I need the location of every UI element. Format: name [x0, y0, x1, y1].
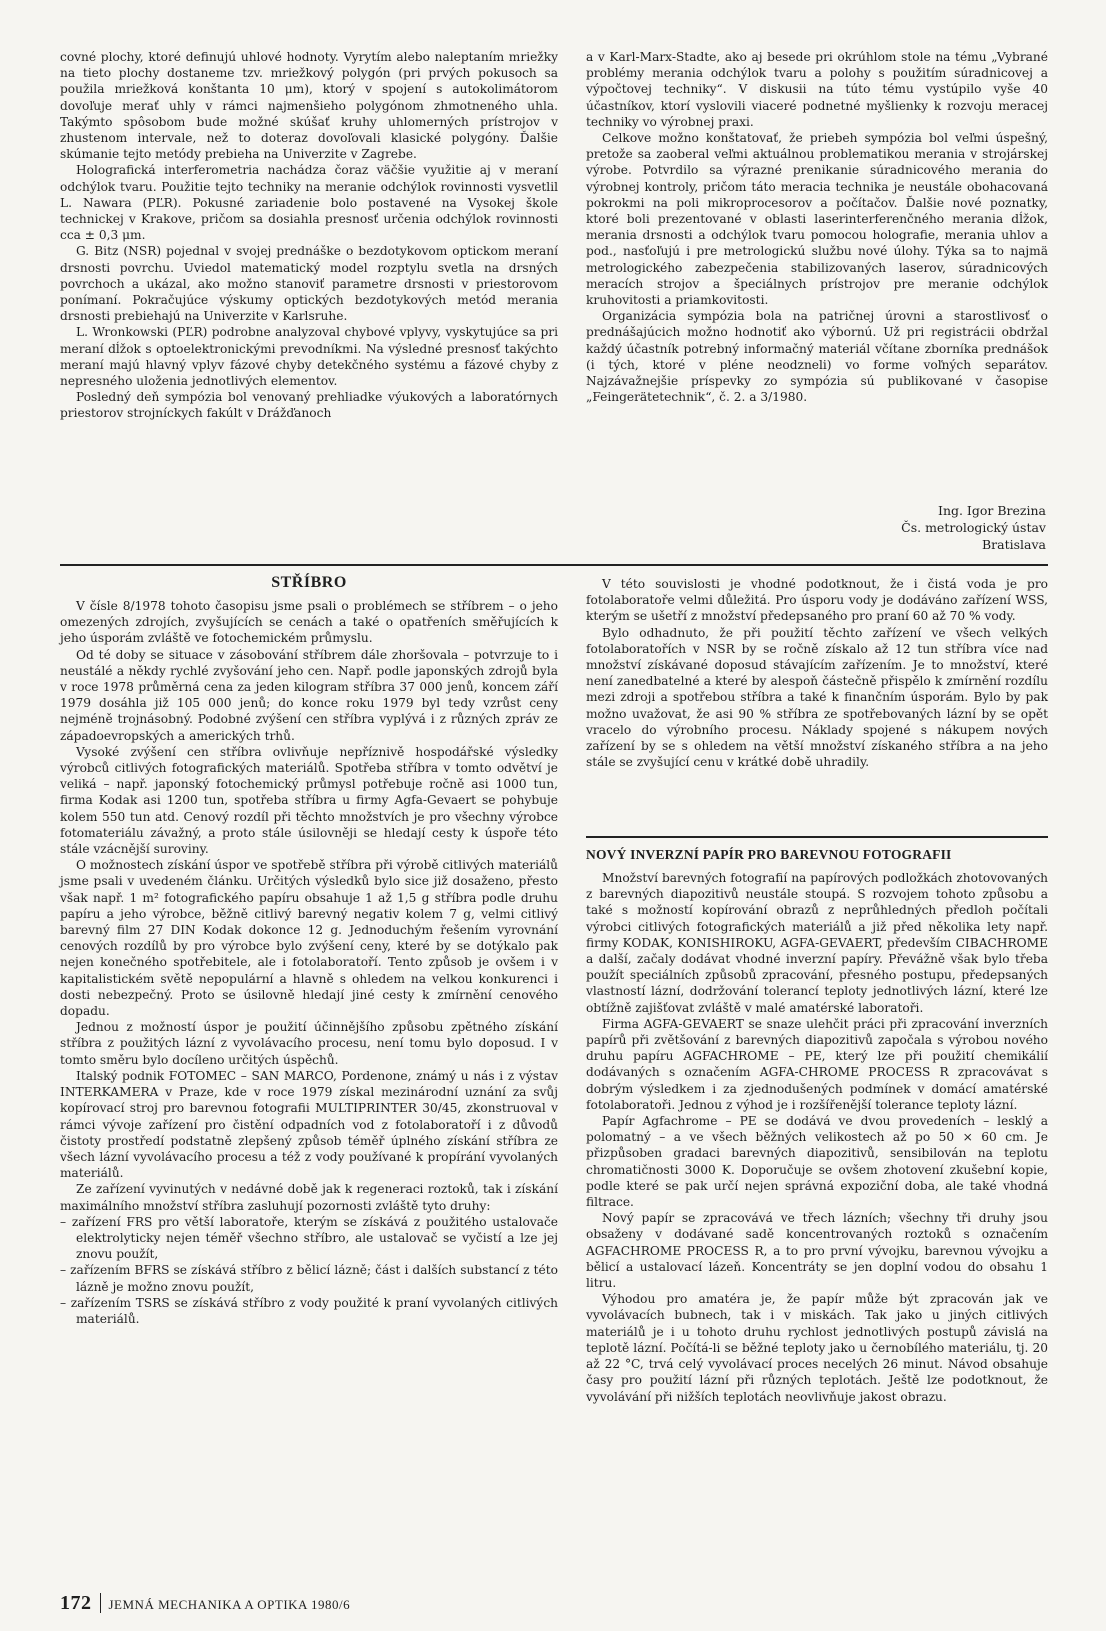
slovak-article-left-column [60, 49, 558, 422]
journal-name: JEMNÁ MECHANIKA A OPTIKA 1980/6 [108, 1597, 351, 1612]
page-number: 172 [60, 1592, 92, 1614]
paragraph: Celkove možno konštatovať, že priebeh sympózia bol veľmi úspešný, pretože sa zaoberal veľmi aktuálnou problematikou merania v strojárskej výrobe. Potvrdilo sa výrazné prenikanie súradnicového merania do výrobnej kontroly, pričom táto meracia technika je neustále obohacovaná pokrokmi na poli mikroprocesorov a počítačov. Ďalšie nové poznatky, ktoré boli prezentované v oblasti laserinterferenčného merania dĺžok, merania drsnosti a odchýlok tvaru pomocou holografie, merania uhlov a pod., nasťoľujú i pre metrologickú službu nové úlohy. Týka sa to najmä metrologického zabezpečenia stabilizovaných laserov, súradnicových meracích strojov a špeciálnych prístrojov pre meranie odchýlok kruhovitosti a priamkovitosti. [586, 131, 1048, 308]
paragraph: V této souvislosti je vhodné podotknout, že i čistá voda je pro fotolaboratoře velmi důležitá. Pro úsporu vody je dodáváno zařízení WSS, kterým se ušetří z množství předepsaného pro praní 60 až 70 % vody. [586, 577, 1048, 624]
article-title-stribro: STŘÍBRO [271, 574, 347, 591]
paragraph: L. Wronkowski (PĽR) podrobne analyzoval chybové vplyvy, vyskytujúce sa pri meraní dĺžok s optoelektronickými prevodníkmi. Na výsledné presnosť takýchto meraní majú hlavný vplyv fázové chyby detekčného systému a fázové chyby z nepresného uloženia jednotlivých elementov. [60, 325, 558, 389]
paragraph: a v Karl-Marx-Stadte, ako aj besede pri okrúhlom stole na tému „Vybrané problémy merania odchýlok tvaru a polohy s použitím súradnicovej a výpočtovej techniky“. V diskusii na túto tému vystúpilo vyše 40 účastníkov, ktorí vyslovili viaceré podnetné myšlienky k rozvoju meracej techniky vo výrobnej praxi. [586, 50, 1048, 129]
slovak-article-right-column [586, 49, 1048, 405]
paragraph: O možnostech získání úspor ve spotřebě stříbra při výrobě citlivých materiálů jsme psali v uvedeném článku. Určitých výsledků bylo sice již dosaženo, přesto však např. 1 m² fotografického papíru obsahuje 1 až 1,5 g stříbra podle druhu papíru a jeho výrobce, běžně citlivý barevný negativ kolem 7 g, velmi citlivý barevný film 27 DIN Kodak dokonce 12 g. Jednoduchým řešením vyrovnání cenových rozdílů by pro výrobce bylo zvýšení ceny, které by se dotýkalo pak nejen konečného spotřebitele, ale i fotolaboratoří. Tento způsob je ovšem i v kapitalistickém světě nepopulární a hlavně s ohledem na velkou konkurenci i dosti nebezpečný. Proto se úsilovně hledají jiné cesty k zmírnění cenového dopadu. [60, 858, 558, 1019]
author-signature [800, 502, 1046, 553]
paragraph: Bylo odhadnuto, že při použití těchto zařízení ve všech velkých fotolaboratořích v NSR by se ročně získalo až 12 tun stříbra více nad množství získávané doposud stávajícím zařízením. Je to množství, které není zanedbatelné a které by alespoň částečně přispělo k zmírnění rozdílu mezi zdroji a spotřebou stříbra a také k finančním úsporám. Bylo by pak možno uvažovat, že asi 90 % stříbra ze spotřebovaných lázní by se opět vracelo do výrobního procesu. Náklady spojené s nákupem nových zařízení by se s ohledem na větší množství získaného stříbra a na jeho stále se zvyšující cenu v krátké době uhradily. [586, 625, 1048, 770]
author-city: Bratislava [981, 537, 1046, 552]
list-item: – zařízením TSRS se získává stříbro z vody použité k praní vyvolaných citlivých materiálů. [60, 1295, 558, 1326]
paragraph: Jednou z možností úspor je použití účinnějšího způsobu zpětného získání stříbra z použitých lázní z vyvolávacího procesu, není tomu bylo doposud. I v tomto směru bylo docíleno určitých úspěchů. [60, 1020, 558, 1067]
page-footer [60, 1592, 350, 1615]
equipment-list [60, 1214, 558, 1327]
footer-divider [100, 1593, 101, 1613]
list-item: – zařízením BFRS se získává stříbro z bělicí lázně; část i dalších substancí z této lázně je možno znovu použít, [60, 1263, 558, 1294]
list-item: – zařízení FRS pro větší laboratoře, kterým se získává z použitého ustalovače elektrolyticky nejen téměř všechno stříbro, ale ustalovač se vyčistí a lze jej znovu použít, [60, 1214, 558, 1262]
paragraph: V čísle 8/1978 tohoto časopisu jsme psali o problémech se stříbrem – o jeho omezených zdrojích, zvyšujících se cenách a také o opatřeních směřujících k jeho úsporám zvláště ve fotochemickém průmyslu. [60, 599, 558, 646]
paragraph: Firma AGFA-GEVAERT se snaze ulehčit práci při zpracování inverzních papírů při zvětšování z barevných diapozitivů započala s výrobou nového druhu papíru AGFACHROME – PE, který lze při použití chemikálií dodávaných s označením AGFA-CHROME PROCESS R zpracovávat s dobrým výsledkem i za zjednodušených podmínek v domácí amatérské fotolaboratoři. Jednou z výhod je i rozšířenější tolerance teploty lázní. [586, 1016, 1048, 1112]
stribro-right-column [586, 576, 1048, 770]
inverzni-column [586, 870, 1048, 1405]
author-name: Ing. Igor Brezina [938, 503, 1046, 518]
paragraph: Ze zařízení vyvinutých v nedávné době jak k regeneraci roztoků, tak i získání maximálního množství stříbra zasluhují pozornosti zvláště tyto druhy: [60, 1182, 558, 1213]
article-divider [586, 836, 1048, 838]
paragraph: Vysoké zvýšení cen stříbra ovlivňuje nepříznivě hospodářské výsledky výrobců citlivých fotografických materiálů. Spotřeba stříbra v tomto odvětví je veliká – např. japonský fotochemický průmysl potřebuje ročně asi 1000 tun, firma Kodak asi 1200 tun, spotřeba stříbra u firmy Agfa-Gevaert se pohybuje kolem 550 tun atd. Cenový rozdíl při těchto množstvích je pro všechny výrobce fotomateriálu závažný, a proto stále úsilovněji se hledají cesty k úspoře této stále vzácnější suroviny. [60, 744, 558, 857]
paragraph: G. Bitz (NSR) pojednal v svojej prednáške o bezdotykovom optickom meraní drsnosti povrchu. Uviedol matematický model rozptylu svetla na drsných povrchoch a ukázal, ako možno stanoviť parametre drsnosti v priestorovom ponímaní. Pokračujúce výskumy optických bezdotykových metód merania drsnosti prebiehajú na Univerzite v Karlsruhe. [60, 244, 558, 324]
paragraph: Holografická interferometria nachádza čoraz väčšie využitie aj v meraní odchýlok tvaru. Použitie tejto techniky na meranie odchýlok rovinnosti vysvetlil L. Nawara (PĽR). Pokusné zariadenie bolo postavené na Vysokej škole technickej v Krakove, pričom sa dosiahla presnosť určenia odchýlok rovinnosti cca ± 0,3 μm. [60, 163, 558, 243]
paragraph: Množství barevných fotografií na papírových podložkách zhotovovaných z barevných diapozitivů neustále stoupá. S rozvojem tohoto způsobu a také s možností kopírování obrazů z neprůhledných předloh počítali výrobci citlivých fotografických materiálů a již před několika lety např. firmy KODAK, KONISHIROKU, AGFA-GEVAERT, především CIBACHROME a další, začaly dodávat vhodné inverzní papíry. Převážně však bylo třeba použít speciálních způsobů zpracování, přesného postupu, předepsaných vlastností lázní, dodržování tolerancí teploty jednotlivých lázní, které lze obtížně zajišťovat zvláště v malé amatérské laboratoři. [586, 871, 1048, 1015]
paragraph: Výhodou pro amatéra je, že papír může být zpracován jak ve vyvolávacích bubnech, tak i v miskách. Tak jako u jiných citlivých materiálů je i u tohoto druhu rychlost jednotlivých postupů závislá na teplotě lázní. Počítá-li se běžné teploty jako u černobílého materiálu, tj. 20 až 22 °C, trvá celý vyvolávací proces necelých 26 minut. Návod obsahuje časy pro použití lázní při různých teplotách. Ještě lze podotknout, že vyvolávání při nižších teplotách neovlivňuje jakost obrazu. [586, 1292, 1048, 1404]
paragraph: Od té doby se situace v zásobování stříbrem dále zhoršovala – potvrzuje to i neustálé a někdy rychlé zvyšování jeho cen. Např. podle japonských zdrojů byla v roce 1978 průměrná cena za jeden kilogram stříbra 37 000 jenů, koncem září 1979 dosáhla již 105 000 jenů; do konce roku 1979 byl tedy vzrůst ceny nejméně trojnásobný. Podobné zvýšení cen stříbra vyplývá i z různých zpráv ze západoevropských a amerických trhů. [60, 647, 558, 743]
paragraph: Posledný deň sympózia bol venovaný prehliadke výukových a laboratórnych priestorov strojníckych fakúlt v Drážďanoch [60, 390, 558, 421]
section-divider [60, 564, 1048, 566]
paragraph: Organizácia sympózia bola na patričnej úrovni a starostlivosť o prednášajúcich možno hodnotiť ako výbornú. Už pri registrácii obdržal každý účastník potrebný informačný materiál včítane zborníka prednášok (i tých, ktoré v pléne neodzneli) vo forme voľných separátov. Najzávažnejšie príspevky zo sympózia sú publikované v časopise „Feingerätetechnik“, č. 2. a 3/1980. [586, 309, 1048, 405]
paragraph: Italský podnik FOTOMEC – SAN MARCO, Pordenone, známý u nás i z výstav INTERKAMERA v Praze, kde v roce 1979 získal mezinárodní uznání za svůj kopírovací stroj pro barevnou fotografii MULTIPRINTER 30/45, zkonstruoval v rámci vývoje zařízení pro čistění odpadních vod z fotolaboratoří i z důvodů čistoty prostředí podstatně zlepšený způsob téměř úplného získání stříbra ze všech lázní vyvolávacího procesu a též z vody používané k propírání vyvolaných materiálů. [60, 1068, 558, 1181]
article-title-inverzni-papir: NOVÝ INVERZNÍ PAPÍR PRO BAREVNOU FOTOGRAFII [586, 847, 952, 862]
paragraph: covné plochy, ktoré definujú uhlové hodnoty. Vyrytím alebo naleptaním mriežky na tieto plochy dostaneme tzv. mriežkový polygón (pri prvých pokusoch sa použila mriežková konštanta 10 μm), ktorý v spojení s autokolimátorom dovoľuje merať uhly v rámci najmenšieho polygónom zhmotneného uhla. Takýmto spôsobom bude možné skúšať kruhy uhlomerných prístrojov v zhustenom intervale, než to doteraz dovoľovali klasické polygóny. Ďalšie skúmanie tejto metódy prebieha na Univerzite v Zagrebe. [60, 50, 558, 162]
author-institution: Čs. metrologický ústav [901, 520, 1046, 535]
stribro-left-column [60, 598, 558, 1327]
paragraph: Nový papír se zpracovává ve třech lázních; všechny tři druhy jsou obsaženy v dodávané sadě koncentrovaných roztoků s označením AGFACHROME PROCESS R, a to pro první vývojku, barevnou vývojku a bělicí a ustalovací lázeň. Koncentráty se jen doplní vodou do obsahu 1 litru. [586, 1211, 1048, 1291]
paragraph: Papír Agfachrome – PE se dodává ve dvou provedeních – lesklý a polomatný – a ve všech běžných velikostech až po 50 × 60 cm. Je přizpůsoben gradaci barevných diapozitivů, sensibilován na teplotu chromatičnosti 3000 K. Doporučuje se ovšem zhotovení zkušební kopie, podle které se pak určí nejen správná expoziční doba, ale také vhodná filtrace. [586, 1114, 1048, 1210]
